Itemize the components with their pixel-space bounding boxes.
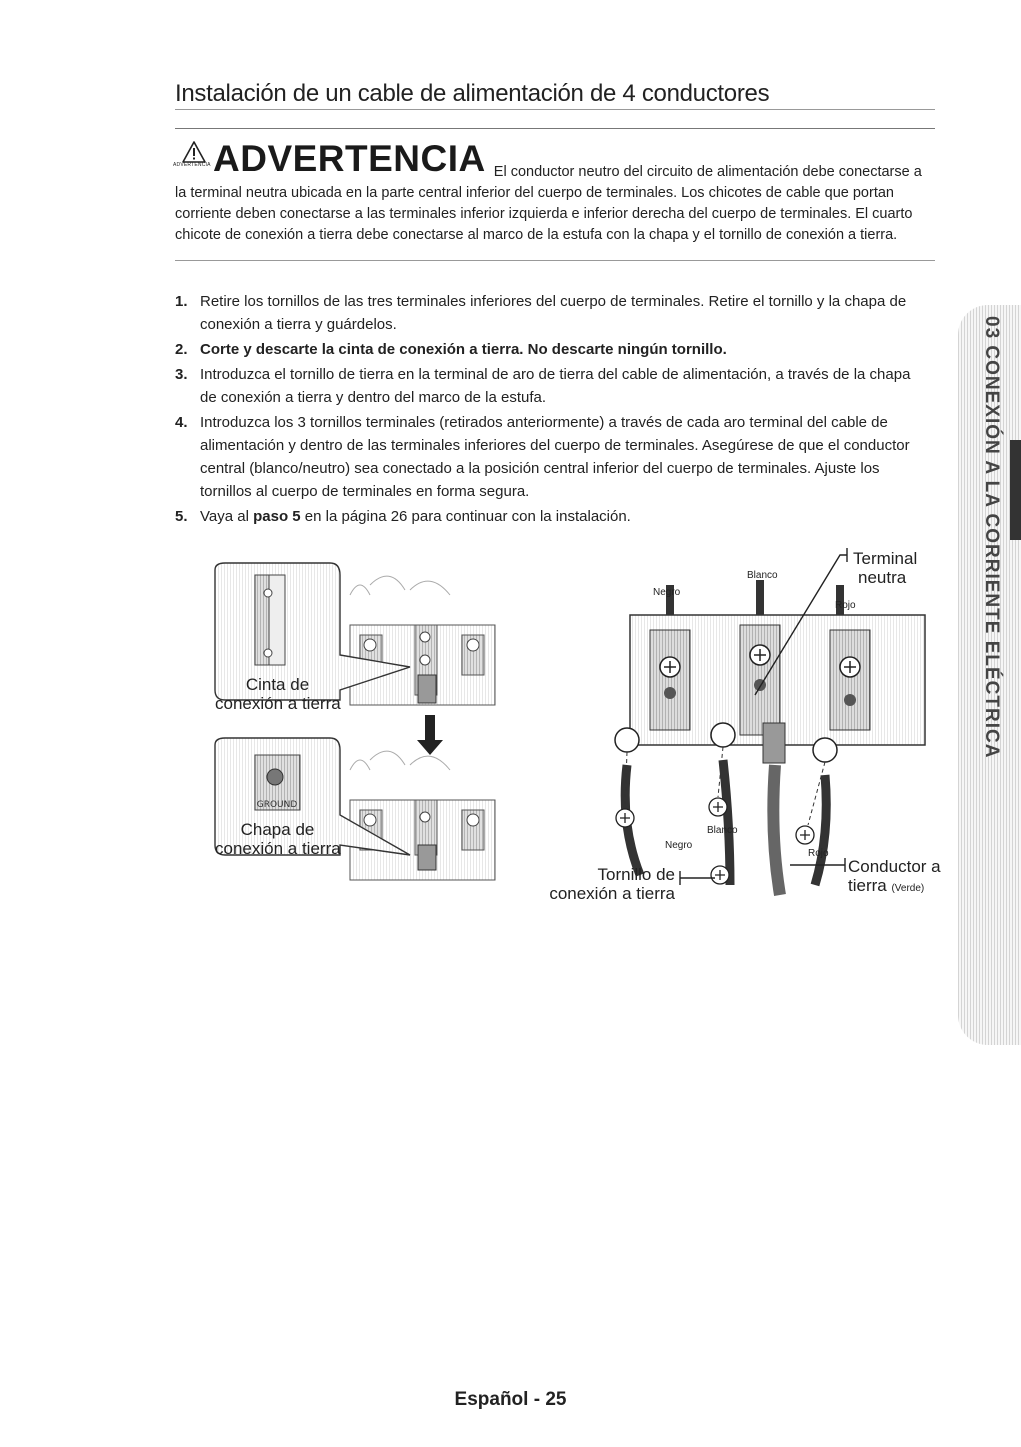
- ground-conductor-label: [848, 857, 941, 898]
- strap-label-line-1: Cinta de: [245, 675, 310, 694]
- step-2: [175, 338, 930, 361]
- warning-top-rule: [175, 128, 935, 129]
- black-wire-top-label: Negro: [653, 587, 681, 598]
- plate-label-line-2: conexión a tierra: [215, 839, 341, 858]
- ground-conductor-label-color: (Verde): [891, 883, 925, 894]
- warning-triangle-icon: [175, 140, 213, 176]
- step-text: Introduzca el tornillo de tierra en la terminal de aro de tierra del cable de alimentación, a través de la chapa de conexión a tierra y dentro del marco de la estufa.: [200, 366, 911, 406]
- ground-conductor-label-line-1: Conductor a: [848, 857, 941, 876]
- ground-strap-figure: [200, 555, 500, 885]
- page-footer: Español - 25: [454, 1389, 567, 1410]
- wiring-figure: [530, 545, 950, 915]
- ground-screw-label-line-1: Tornillo de: [597, 865, 675, 884]
- step-text: Retire los tornillos de las tres terminales inferiores del cuerpo de terminales. Retire el tornillo y la chapa de conexión a tierra y guárdelos.: [200, 293, 907, 333]
- neutral-terminal-label: [853, 549, 917, 587]
- step-text-after: en la página 26 para continuar con la instalación.: [300, 508, 631, 525]
- neutral-label-line-1: Terminal: [853, 549, 918, 568]
- arrow-down-icon: [417, 715, 443, 755]
- red-wire-bottom-label: Rojo: [808, 848, 829, 859]
- step-text: Corte y descarte la cinta de conexión a tierra. No descarte ningún tornillo.: [200, 341, 727, 358]
- step-number: 4.: [175, 414, 188, 431]
- neutral-label-line-2: neutra: [858, 568, 907, 587]
- title-rule: [175, 109, 935, 110]
- ground-screw-label: [535, 865, 675, 903]
- warning-block: [175, 140, 937, 246]
- step-number: 5.: [175, 508, 188, 525]
- chapter-tab-label: 03 CONEXIÓN A LA CORRIENTE ELÉCTRICA: [981, 316, 1002, 759]
- step-text: Introduzca los 3 tornillos terminales (retirados anteriormente) a través de cada aro terminal del cable de alimentación y dentro de las terminales inferiores del cuerpo de terminales. Asegúrese de que el conductor central (blanco/neutro) sea conectado a la posición central inferior del cuerpo de terminales. Ajuste los tornillos al cuerpo de terminales en forma segura.: [200, 414, 910, 500]
- step-link-text: paso 5: [253, 508, 301, 525]
- ground-conductor-label-word: tierra: [848, 876, 887, 895]
- strap-label-line-2: conexión a tierra: [215, 694, 341, 713]
- warning-bottom-rule: [175, 260, 935, 261]
- instruction-steps: [175, 290, 930, 530]
- terminal-block-top: [350, 576, 495, 705]
- white-wire-top-label: Blanco: [747, 570, 778, 581]
- step-number: 1.: [175, 293, 188, 310]
- step-3: [175, 363, 930, 409]
- black-wire-bottom-label: Negro: [665, 840, 693, 851]
- white-wire-bottom-label: Blanco: [707, 825, 738, 836]
- page-title: Instalación de un cable de alimentación de 4 conductores: [175, 80, 770, 107]
- step-number: 2.: [175, 341, 188, 358]
- red-wire-top-label: Rojo: [835, 600, 856, 611]
- ground-screw-label-line-2: conexión a tierra: [549, 884, 675, 903]
- step-number: 3.: [175, 366, 188, 383]
- warning-text: El conductor neutro del circuito de alimentación debe conectarse a la terminal neutra ubicada en la parte central inferior del cuerpo de terminales. Los chicotes de cable que portan corriente deben conectarse a las terminales inferior izquierda e inferior derecha del cuerpo de terminales. El cuarto chicote de conexión a tierra debe conectarse al marco de la estufa con la chapa y el tornillo de conexión a tierra.: [175, 164, 922, 243]
- terminal-block-bottom: [350, 751, 495, 880]
- warning-heading: [173, 138, 490, 179]
- plate-label: [215, 820, 340, 858]
- step-5: [175, 505, 930, 528]
- chapter-tab-marker: [1010, 440, 1021, 540]
- warning-title: ADVERTENCIA: [213, 138, 486, 179]
- ground-conductor-label-line-2: [848, 876, 941, 898]
- step-text-before: Vaya al: [200, 508, 254, 525]
- plate-ground-text: GROUND: [256, 800, 298, 810]
- strap-label: [215, 675, 340, 713]
- plate-label-line-1: Chapa de: [240, 820, 315, 839]
- step-4: [175, 411, 930, 503]
- warning-icon-label: ADVERTENCIA: [173, 162, 211, 168]
- step-1: [175, 290, 930, 336]
